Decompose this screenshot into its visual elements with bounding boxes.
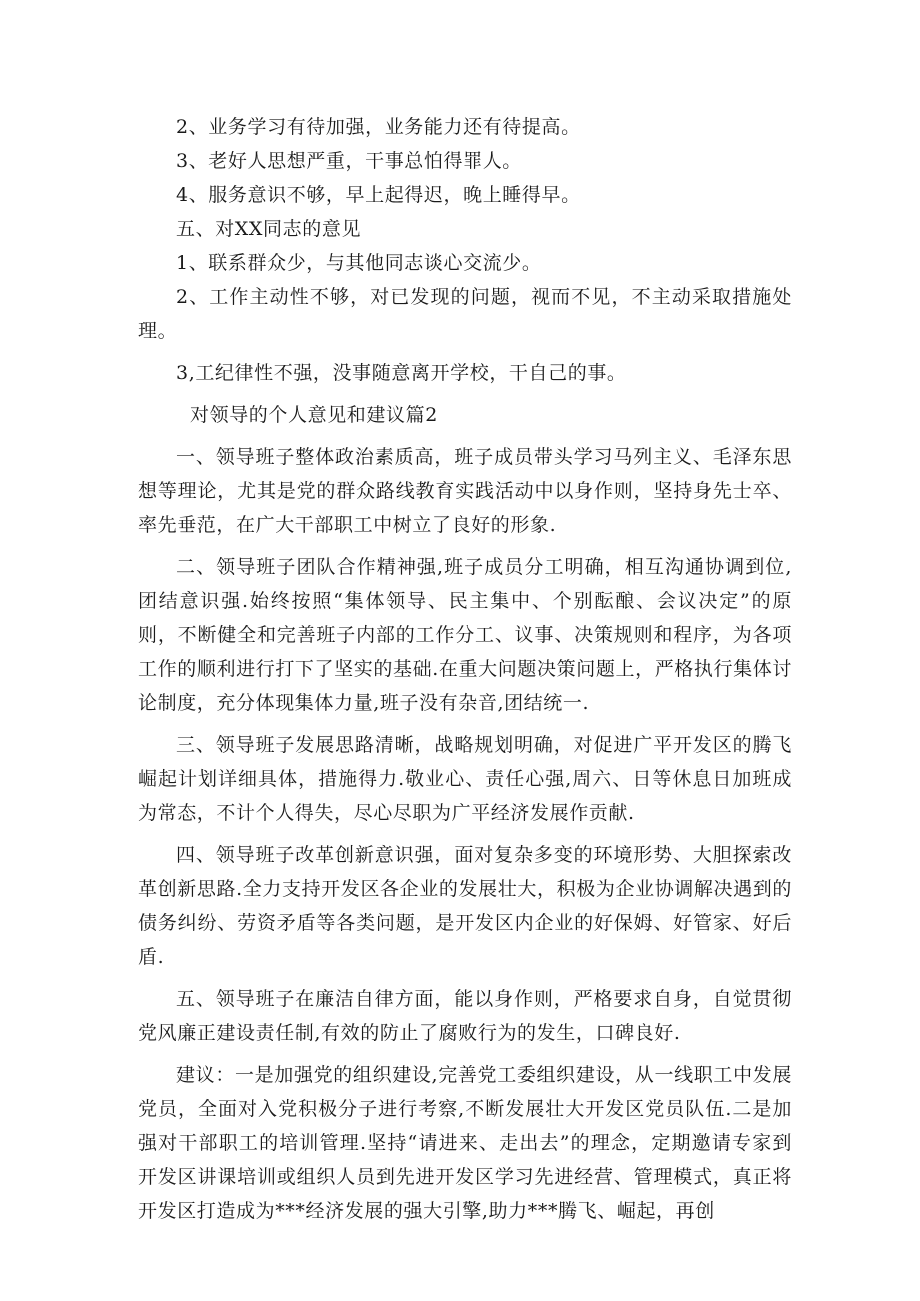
paragraph: 四、领导班子改革创新意识强，面对复杂多变的环境形势、大胆探索改革创新思路.全力支持开发区各企业的发展壮大，积极为企业协调解决遇到的债务纠纷、劳资矛盾等各类问题，是开发区内企业的好保姆、好管家、好后盾.: [138, 844, 792, 968]
document-title: 对领导的个人意见和建议篇2: [190, 404, 438, 426]
paragraph: 三、领导班子发展思路清晰，战略规划明确，对促进广平开发区的腾飞崛起计划详细具体，措施得力.敬业心、责任心强,周六、日等休息日加班成为常态，不计个人得失，尽心尽职为广平经济发展作贡献.: [138, 734, 792, 824]
list-item: 4、服务意识不够，早上起得迟，晚上睡得早。: [176, 184, 581, 206]
list-item: 2、业务学习有待加强，业务能力还有待提高。: [176, 116, 581, 138]
list-item: 2、工作主动性不够，对已发现的问题，视而不见，不主动采取措施处理。: [138, 286, 792, 342]
document-body: [138, 110, 792, 1228]
list-item: 3、老好人思想严重，干事总怕得罪人。: [176, 150, 522, 172]
list-item: 3,工纪律性不强，没事随意离开学校，干自己的事。: [176, 362, 627, 384]
paragraph: 一、领导班子整体政治素质高，班子成员带头学习马列主义、毛泽东思想等理论，尤其是党的群众路线教育实践活动中以身作则，坚持身先士卒、率先垂范，在广大干部职工中树立了良好的形象.: [138, 446, 792, 536]
list-item: 1、联系群众少，与其他同志谈心交流少。: [176, 252, 542, 274]
section-heading: 五、对XX同志的意见: [176, 218, 362, 240]
paragraph: 建议：一是加强党的组织建设,完善党工委组织建设，从一线职工中发展党员，全面对入党积极分子进行考察,不断发展壮大开发区党员队伍.二是加强对干部职工的培训管理.坚持“请进来、走出去”的理念，定期邀请专家到开发区讲课培训或组织人员到先进开发区学习先进经营、管理模式，真正将开发区打造成为***经济发展的强大引擎,助力***腾飞、崛起，再创: [138, 1064, 792, 1222]
paragraph: 二、领导班子团队合作精神强,班子成员分工明确，相互沟通协调到位,团结意识强.始终按照“集体领导、民主集中、个别酝酿、会议决定”的原则，不断健全和完善班子内部的工作分工、议事、决策规则和程序，为各项工作的顺利进行打下了坚实的基础.在重大问题决策问题上，严格执行集体讨论制度，充分体现集体力量,班子没有杂音,团结统一.: [138, 556, 792, 714]
paragraph: 五、领导班子在廉洁自律方面，能以身作则，严格要求自身，自觉贯彻党风廉正建设责任制,有效的防止了腐败行为的发生，口碑良好.: [138, 988, 792, 1044]
